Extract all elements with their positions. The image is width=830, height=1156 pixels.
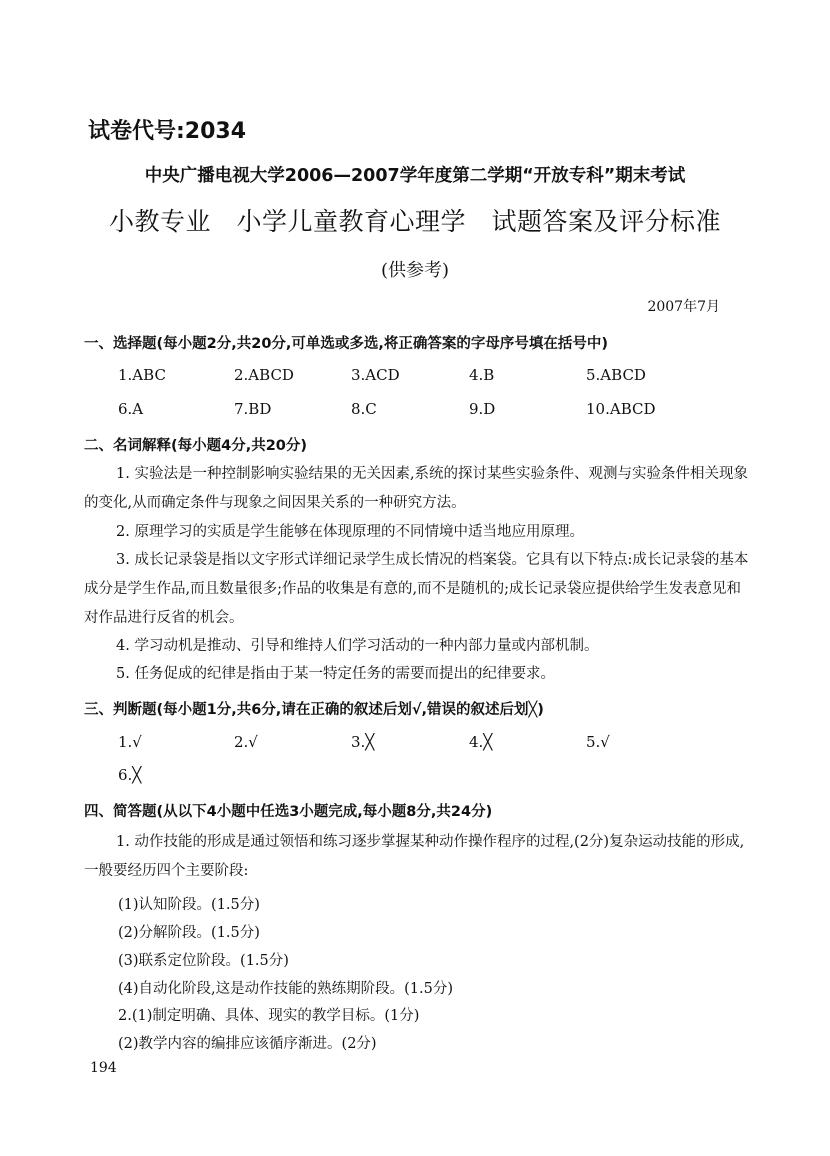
exam-code: 试卷代号:2034 — [88, 119, 247, 144]
answer-item: 3.ACD — [351, 366, 400, 384]
short-answer-intro: 1. 动作技能的形成是通过领悟和练习逐步掌握某种动作操作程序的过程,(2分)复杂运动技能的形成,一般要经历四个主要阶段: — [84, 834, 745, 879]
judgement-answer: 3.╳ — [351, 733, 375, 751]
short-answer-line: (4)自动化阶段,这是动作技能的熟练期阶段。(1.5分) — [118, 981, 454, 997]
section3-heading: 三、判断题(每小题1分,共6分,请在正确的叙述后划√,错误的叙述后划╳) — [84, 702, 544, 718]
term-definition: 1. 实验法是一种控制影响实验结果的无关因素,系统的探讨某些实验条件、观测与实验条件相关现象的变化,从而确定条件与现象之间因果关系的一种研究方法。 — [84, 466, 749, 511]
exam-date: 2007年7月 — [647, 299, 720, 315]
term-definition: 4. 学习动机是推动、引导和维持人们学习活动的一种内部力量或内部机制。 — [116, 638, 599, 654]
term-definition: 5. 任务促成的纪律是指由于某一特定任务的需要而提出的纪律要求。 — [116, 666, 555, 682]
reference-note: (供参考) — [380, 260, 450, 281]
answer-item: 8.C — [351, 400, 377, 418]
answer-item: 9.D — [469, 400, 496, 418]
answer-item: 4.B — [469, 366, 495, 384]
answer-item: 2.ABCD — [234, 366, 294, 384]
section2-heading: 二、名词解释(每小题4分,共20分) — [84, 438, 308, 454]
term-definition: 3. 成长记录袋是指以文字形式详细记录学生成长情况的档案袋。它具有以下特点:成长记录袋的基本成分是学生作品,而且数量很多;作品的收集是有意的,而不是随机的;成长记录袋应提供给学生发表意见和对作品进行反省的机会。 — [84, 552, 749, 626]
answer-item: 6.A — [118, 400, 144, 418]
short-answer-line: (3)联系定位阶段。(1.5分) — [118, 953, 289, 969]
judgement-answer: 1.√ — [118, 733, 142, 751]
term-definition: 2. 原理学习的实质是学生能够在体现原理的不同情境中适当地应用原理。 — [116, 524, 584, 540]
answer-item: 5.ABCD — [586, 366, 646, 384]
section4-heading: 四、简答题(从以下4小题中任选3小题完成,每小题8分,共24分) — [84, 804, 493, 820]
short-answer-line: (2)教学内容的编排应该循序渐进。(2分) — [118, 1036, 377, 1052]
short-answer-line: (1)认知阶段。(1.5分) — [118, 897, 260, 913]
short-answer-line: (2)分解阶段。(1.5分) — [118, 925, 260, 941]
judgement-answer: 5.√ — [586, 733, 610, 751]
short-answer-line: 2.(1)制定明确、具体、现实的教学目标。(1分) — [118, 1008, 420, 1024]
answer-item: 7.BD — [234, 400, 272, 418]
page-number: 194 — [90, 1060, 117, 1076]
answer-item: 1.ABC — [118, 366, 166, 384]
judgement-answer: 6.╳ — [118, 766, 142, 784]
judgement-answer: 4.╳ — [469, 733, 493, 751]
judgement-answer: 2.√ — [234, 733, 258, 751]
exam-title: 中央广播电视大学2006—2007学年度第二学期“开放专科”期末考试 — [144, 166, 686, 186]
answer-item: 10.ABCD — [586, 400, 656, 418]
section1-heading: 一、选择题(每小题2分,共20分,可单选或多选,将正确答案的字母序号填在括号中) — [84, 336, 609, 352]
exam-subtitle: 小教专业 小学儿童教育心理学 试题答案及评分标准 — [108, 207, 721, 236]
